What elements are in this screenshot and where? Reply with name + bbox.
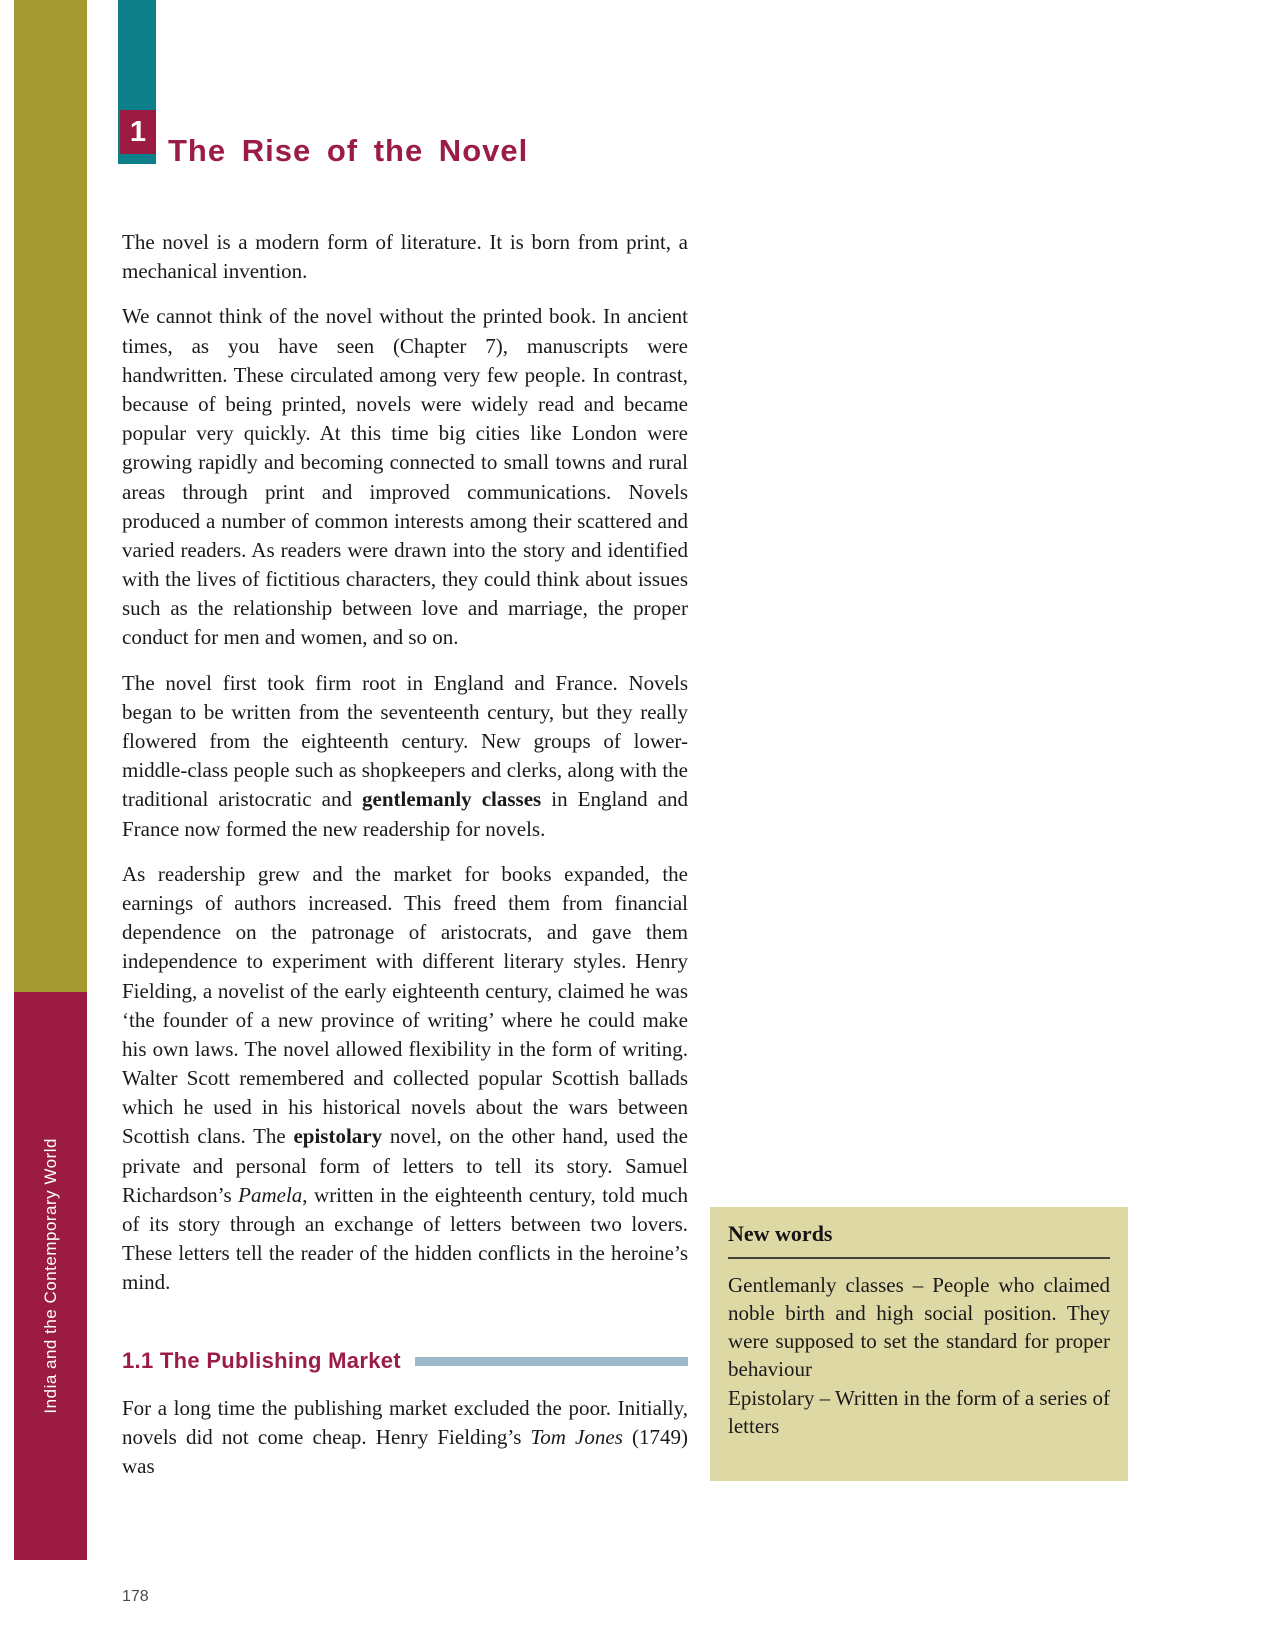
new-words-divider [728, 1257, 1110, 1259]
text-run: We cannot think of the novel without the printed book. In ancient times, as you have seen (Chapter 7), manuscripts were handwritten. These circulated among very few people. In contrast, because of being printed, novels were widely read and became popular very quickly. At this time big cities like London were growing rapidly and becoming connected to small towns and rural areas through print and improved communications. Novels produced a number of common interests among their scattered and varied readers. As readers were drawn into the story and identified with the lives of fictitious characters, they could think about issues such as the relationship between love and marriage, the proper conduct for men and women, and so on. [122, 304, 688, 650]
left-maroon-strip [14, 992, 87, 1560]
left-olive-strip [14, 0, 87, 992]
text-run: epistolary [293, 1124, 383, 1149]
section-heading-row [122, 1348, 688, 1374]
paragraph [122, 669, 688, 844]
text-run: in England and France now formed the new readership for novels. [122, 787, 688, 841]
text-run: novel, on the other hand, used the private and personal form of letters to tell its story. Samuel Richardson’s [122, 1124, 688, 1207]
section-heading: 1.1 The Publishing Market [122, 1348, 401, 1373]
new-words-box [710, 1207, 1128, 1481]
text-run: The novel is a modern form of literature. It is born from print, a mechanical invention. [122, 230, 688, 284]
text-run: Epistolary – Written in the form of a series of letters [728, 1385, 1110, 1438]
text-run: Pamela [238, 1182, 303, 1207]
page-number: 178 [122, 1588, 149, 1605]
chapter-title: The Rise of the Novel [168, 132, 529, 168]
new-words-entries [728, 1271, 1110, 1440]
book-title-vertical: India and the Contemporary World [40, 1138, 60, 1414]
text-run: For a long time the publishing market excluded the poor. Initially, novels did not come cheap. Henry Fielding’s [122, 1396, 688, 1450]
new-words-title: New words [728, 1221, 833, 1246]
paragraph [728, 1271, 1110, 1384]
text-run: , written in the eighteenth century, told much of its story through an exchange of letters between two lovers. These letters tell the reader of the hidden conflicts in the heroine’s mind. [122, 1182, 689, 1295]
paragraph [728, 1384, 1110, 1440]
section-text-column [122, 1394, 688, 1498]
text-run: gentlemanly classes [362, 787, 542, 812]
body-text-column [122, 228, 688, 1314]
paragraph [122, 302, 688, 652]
text-run: As readership grew and the market for books expanded, the earnings of authors increased. This freed them from financial dependence on the patronage of aristocrats, and gave them independence to experiment with different literary styles. Henry Fielding, a novelist of the early eighteenth century, claimed he was ‘the founder of a new province of writing’ where he could make his own laws. The novel allowed flexibility in the form of writing. Walter Scott remembered and collected popular Scottish ballads which he used in his historical novels about the wars between Scottish clans. The [122, 861, 688, 1149]
paragraph [122, 228, 688, 286]
text-run: The novel first took firm root in England and France. Novels began to be written from the seventeenth century, but they really flowered from the eighteenth century. New groups of lower-middle-class people such as shopkeepers and clerks, along with the traditional aristocratic and [122, 670, 688, 812]
chapter-number: 1 [120, 110, 156, 154]
paragraph [122, 860, 688, 1298]
section-heading-bar [415, 1357, 688, 1366]
text-run: Tom Jones [530, 1425, 623, 1450]
paragraph [122, 1394, 688, 1482]
text-run: (1749) was [122, 1425, 688, 1479]
text-run: Gentlemanly classes – People who claimed noble birth and high social position. They were supposed to set the standard for proper behaviour [728, 1273, 1110, 1382]
